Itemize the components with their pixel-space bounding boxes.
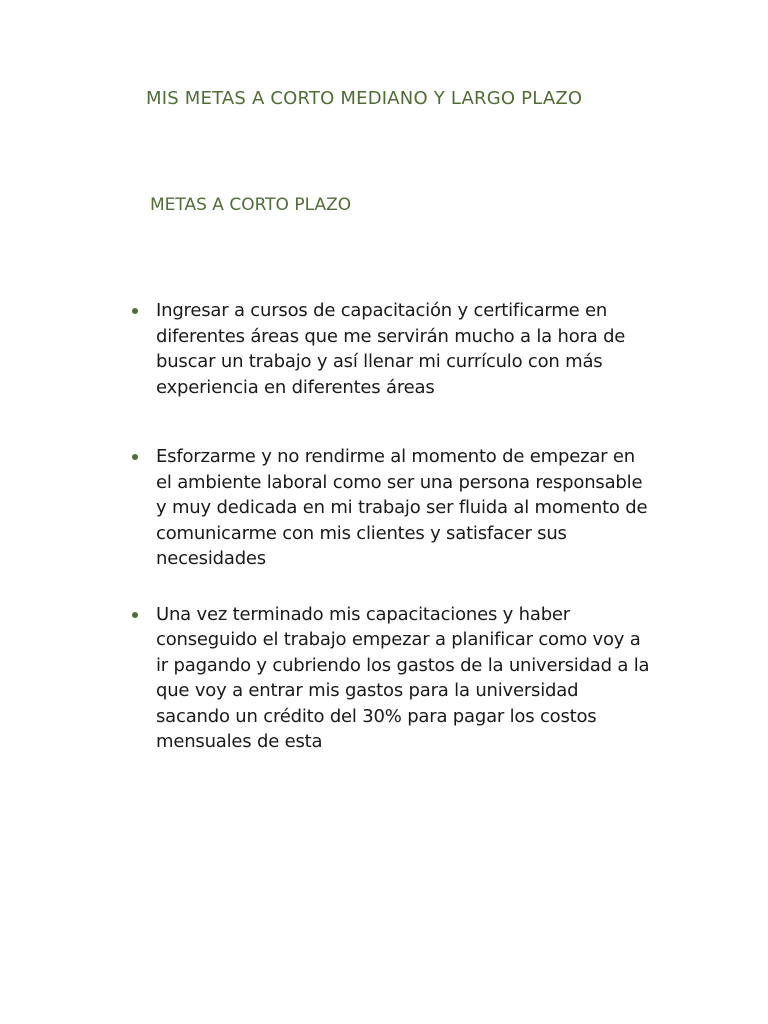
goal-text: Una vez terminado mis capacitaciones y haber conseguido el trabajo empezar a planificar como voy a ir pagando y cubriendo los gastos de la universidad a la que voy a entrar mis gastos para la universidad sacando un crédito del 30% para pagar los costos mensuales de esta (156, 603, 650, 752)
bullet-icon (132, 308, 138, 314)
list-item (130, 602, 650, 755)
bullet-icon (132, 612, 138, 618)
goals-list (130, 298, 650, 755)
list-item (130, 444, 650, 572)
goal-text: Esforzarme y no rendirme al momento de empezar en el ambiente laboral como ser una persona responsable y muy dedicada en mi trabajo ser fluida al momento de comunicarme con mis clientes y satisfacer sus necesidades (156, 446, 648, 569)
document-title: MIS METAS A CORTO MEDIANO Y LARGO PLAZO (146, 88, 583, 109)
list-item (130, 298, 650, 400)
section-heading: METAS A CORTO PLAZO (150, 195, 352, 215)
bullet-icon (132, 454, 138, 460)
goal-text: Ingresar a cursos de capacitación y certificarme en diferentes áreas que me servirán mucho a la hora de buscar un trabajo y así llenar mi currículo con más experiencia en diferentes áreas (156, 300, 626, 398)
